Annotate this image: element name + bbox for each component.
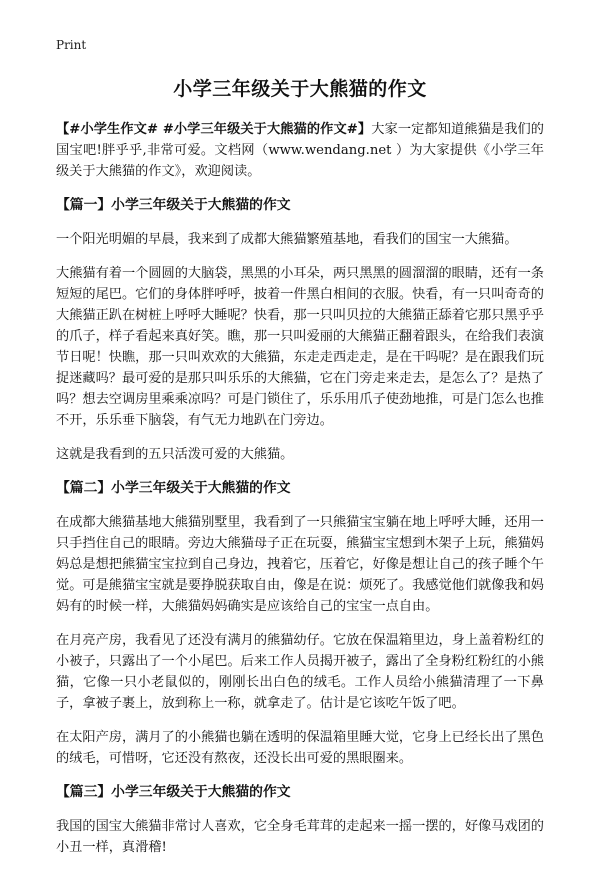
paragraph: 我国的国宝大熊猫非常讨人喜欢，它全身毛茸茸的走起来一摇一摆的，好像马戏团的小丑一样，真滑稽! [56,819,544,855]
paragraph: 一个阳光明媚的早晨，我来到了成都大熊猫繁殖基地，看我们的国宝一大熊猫。 [56,232,518,247]
intro-paragraph [56,119,544,182]
page-title: 小学三年级关于大熊猫的作文 [173,78,427,100]
document-page [56,38,544,871]
section-heading-1: 【篇一】小学三年级关于大熊猫的作文 [56,197,291,213]
paragraph: 在月亮产房，我看见了还没有满月的熊猫幼仔。它放在保温箱里边，身上盖着粉红的小被子，只露出了一个小尾巴。后来工作人员揭开被子，露出了全身粉红粉红的小熊猫，它像一只小老鼠似的，刚刚长出白色的绒毛。工作人员给小熊猫清理了一下鼻子，拿被子裹上，放到称上一称，就拿走了。估计是它该吃午饭了吧。 [56,633,544,711]
section-heading-3: 【篇三】小学三年级关于大熊猫的作文 [56,784,291,800]
paragraph: 在成都大熊猫基地大熊猫别墅里，我看到了一只熊猫宝宝躺在地上呼呼大睡，还用一只手挡住自己的眼睛。旁边大熊猫母子正在玩耍，熊猫宝宝想到木架子上玩，熊猫妈妈总是想把熊猫宝宝拉到自己身边，拽着它，压着它，好像是想让自己的孩子睡个午觉。可是熊猫宝宝就是要挣脱获取自由，像是在说：烦死了。我感觉他们就像我和妈妈有的时候一样，大熊猫妈妈确实是应该给自己的宝宝一点自由。 [56,515,544,614]
paragraph: 大熊猫有着一个圆圆的大脑袋，黑黑的小耳朵，两只黑黑的圆溜溜的眼睛，还有一条短短的尾巴。它们的身体胖呼呼，披着一件黑白相间的衣服。快看，有一只叫奇奇的大熊猫正趴在树桩上呼呼大睡呢？快看，那一只叫贝拉的大熊猫正舔着它那只黑乎乎的爪子，样子看起来真好笑。瞧，那一只叫爱丽的大熊猫正翻着跟头，在给我们表演节日呢！快瞧，那一只叫欢欢的大熊猫，东走走西走走，是在干吗呢？是在跟我们玩捉迷藏吗？最可爱的是那只叫乐乐的大熊猫，它在门旁走来走去，是怎么了？是热了吗？想去空调房里乘乘凉吗？可是门锁住了，乐乐用爪子使劲地推，可是门怎么也推不开，乐乐垂下脑袋，有气无力地趴在门旁边。 [56,266,544,428]
section-heading-2: 【篇二】小学三年级关于大熊猫的作文 [56,480,291,496]
paragraph: 在太阳产房，满月了的小熊猫也躺在透明的保温箱里睡大觉，它身上已经长出了黑色的绒毛，可惜呀，它还没有熬夜，还没长出可爱的黑眼圈来。 [56,730,544,766]
paragraph: 这就是我看到的五只活泼可爱的大熊猫。 [56,447,294,462]
intro-tag: 【#小学生作文# #小学三年级关于大熊猫的作文#】 [56,122,372,137]
intro-text: 大家一定都知道熊猫是我们的国宝吧!胖乎乎,非常可爱。文档网（www.wendang.net ）为大家提供《小学三年级关于大熊猫的作文》，欢迎阅读。 [56,122,544,179]
print-link[interactable]: Print [56,38,87,52]
